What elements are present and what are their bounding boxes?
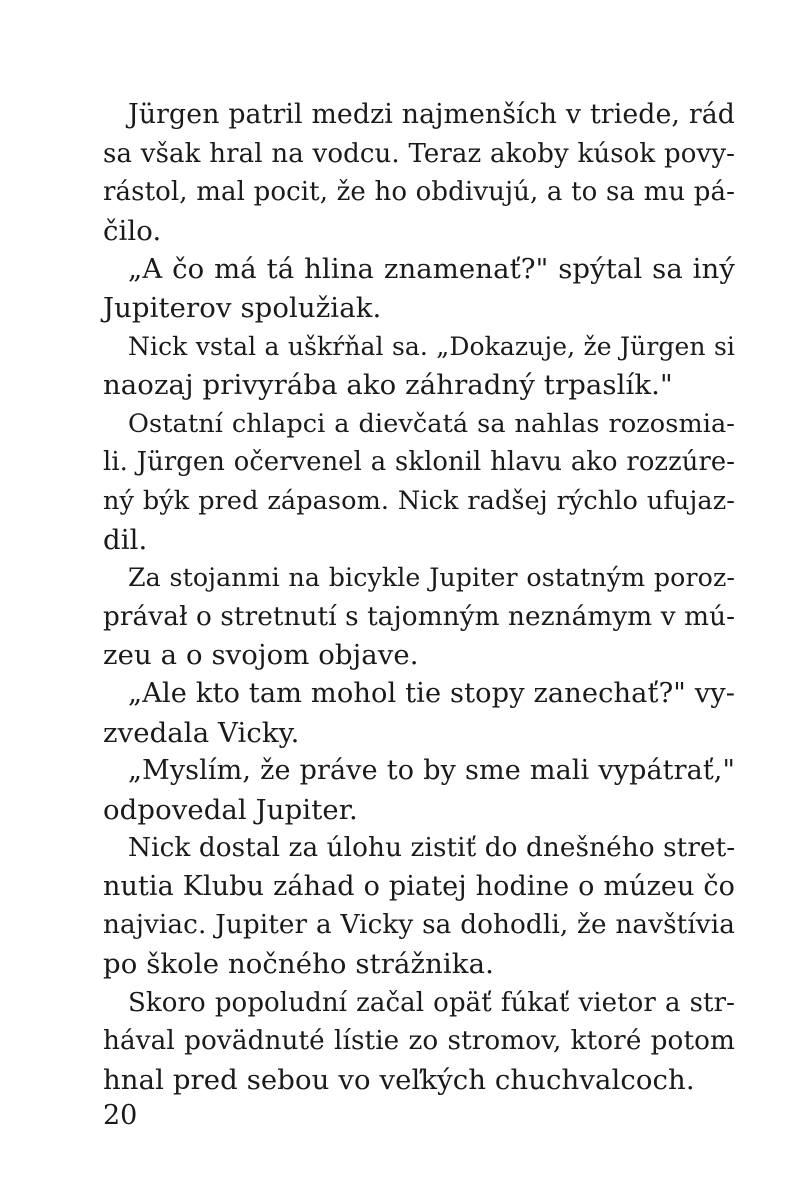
text-line: Nick dostal za úlohu zistiť do dnešného stret- <box>128 833 736 864</box>
text-line: zvedala Vicky. <box>103 716 300 749</box>
text-line: Za stojanmi na bicykle Jupiter ostatným poroz- <box>128 563 735 593</box>
text-line: Nick vstal a uškŕňal sa. „Dokazuje, že Jürgen si <box>128 331 735 361</box>
text-line: „Myslím, že práve to by sme mali vypátrať," <box>128 755 735 787</box>
text-line: hnal pred sebou vo veľkých chuchvalcoch. <box>103 1063 695 1096</box>
text-line: čilo. <box>103 214 162 247</box>
page-text <box>103 96 735 1099</box>
text-line: odpovedal Jupiter. <box>103 793 358 826</box>
text-line: „A čo má tá hlina znamenať?" spýtal sa iný <box>128 253 735 286</box>
text-line: ný býk pred zápasom. Nick radšej rýchlo ufujaz- <box>103 485 735 516</box>
text-line: najviac. Jupiter a Vicky sa dohodli, že navštívia <box>103 910 735 941</box>
text-line: hával povädnuté lístie zo stromov, ktoré potom <box>103 1026 735 1057</box>
text-line: nutia Klubu záhad o piatej hodine o múzeu čo <box>103 870 735 902</box>
text-line: naozaj privyrába ako záhradný trpaslík." <box>103 369 673 402</box>
text-line: Jupiterov spolužiak. <box>103 291 382 324</box>
text-line: „Ale kto tam mohol tie stopy zanechať?" vy- <box>128 677 735 709</box>
text-line: zeu a o svojom objave. <box>103 639 419 672</box>
text-line: dil. <box>103 523 148 556</box>
text-line: li. Jürgen očervenel a sklonil hlavu ako rozzúre- <box>103 447 735 478</box>
text-line: rástol, mal pocit, že ho obdivujú, a to sa mu pá- <box>103 177 735 208</box>
text-line: právał o stretnutí s tajomným neznámym v mú- <box>103 601 736 632</box>
text-line: sa však hral na vodcu. Teraz akoby kúsok povy- <box>103 138 735 169</box>
page-number: 20 <box>103 1100 138 1131</box>
text-line: Jürgen patril medzi najmenších v triede, rád <box>128 99 735 130</box>
text-line: Skoro popoludní začal opäť fúkať vietor a str- <box>128 987 735 1018</box>
text-line: po škole nočného strážnika. <box>103 948 494 981</box>
text-line: Ostatní chlapci a dievčatá sa nahlas rozosmia- <box>128 408 735 439</box>
